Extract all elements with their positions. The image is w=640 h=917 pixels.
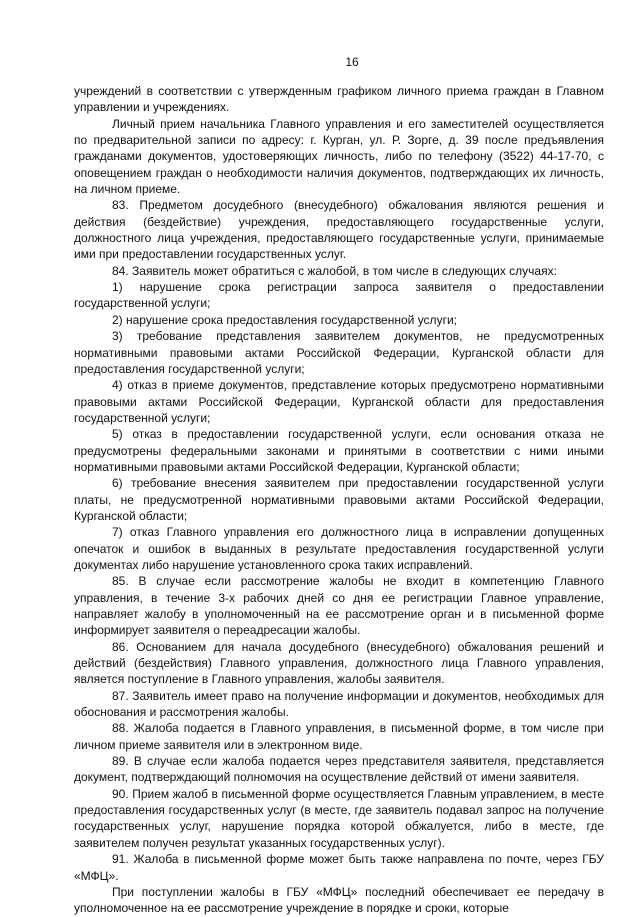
paragraph-86: 86. Основанием для начала досудебного (внесудебного) обжалования решений и действий (бездействия) Главного управления, должностного лица Главного управления, является поступление в Главного управления, жалобы заявителя.	[74, 639, 604, 687]
paragraph-89: 89. В случае если жалоба подается через представителя заявителя, представляется документ, подтверждающий полномочия на осуществление действий от имени заявителя.	[74, 754, 604, 785]
list-item-7: 7) отказ Главного управления его должностного лица в исправлении допущенных опечаток и ошибок в выданных в результате предоставления государственной услуги документах либо нарушение установленного срока таких исправлений.	[74, 525, 604, 572]
paragraph-84: 84. Заявитель может обратиться с жалобой, в том числе в следующих случаях:	[112, 263, 557, 278]
list-item-4: 4) отказ в приеме документов, представление которых предусмотрено нормативными правовыми актами Российской Федерации, Курганской области для предоставления государственной услуги;	[74, 378, 604, 425]
document-body	[74, 83, 604, 917]
paragraph-88: 88. Жалоба подается в Главного управления, в письменной форме, в том числе при личном приеме заявителя или в электронном виде.	[74, 721, 604, 752]
paragraph-85: 85. В случае если рассмотрение жалобы не входит в компетенцию Главного управления, в течение 3-х рабочих дней со дня ее регистрации Главное управление, направляет жалобу в уполномоченный на ее рассмотрение орган и в письменной форме информирует заявителя о переадресации жалобы.	[74, 574, 604, 638]
paragraph-continuation: учреждений в соответствии с утвержденным графиком личного приема граждан в Главном управлении и учреждениях.	[74, 84, 604, 115]
list-item-2: 2) нарушение срока предоставления государственной услуги;	[112, 312, 457, 327]
paragraph-90: 90. Прием жалоб в письменной форме осуществляется Главным управлением, в месте предоставления государственных услуг (в месте, где заявитель подавал запрос на получение государственных услуг, нарушение порядка которой обжалуется, либо в месте, где заявителем получен результат указанных государственных услуг).	[74, 786, 604, 850]
list-item-6: 6) требование внесения заявителем при предоставлении государственной услуги платы, не предусмотренной нормативными правовыми актами Российской Федерации, Курганской области;	[74, 476, 604, 523]
list-item-5: 5) отказ в предоставлении государственной услуги, если основания отказа не предусмотрены федеральными законами и принятыми в соответствии с ними иными нормативными правовыми актами Российской Федерации, Курганской области;	[74, 427, 604, 474]
page-number: 16	[345, 55, 359, 69]
paragraph-mfc-transfer: При поступлении жалобы в ГБУ «МФЦ» последний обеспечивает ее передачу в уполномоченное на ее рассмотрение учреждение в порядке и сроки, которые	[74, 884, 604, 916]
list-item-3: 3) требование представления заявителем документов, не предусмотренных нормативными правовыми актами Российской Федерации, Курганской области для предоставления государственной услуги;	[74, 329, 604, 376]
list-item-1: 1) нарушение срока регистрации запроса заявителя о предоставлении государственной услуги;	[74, 280, 604, 311]
paragraph-91: 91. Жалоба в письменной форме может быть также направлена по почте, через ГБУ «МФЦ».	[74, 852, 604, 883]
paragraph-83: 83. Предметом досудебного (внесудебного) обжалования являются решения и действия (бездействие) учреждения, предоставляющего государственные услуги, должностного лица учреждения, предоставляющего государственные услуги, принимаемые ими при предоставлении государственных услуг.	[74, 198, 604, 262]
paragraph-personal-reception: Личный прием начальника Главного управления и его заместителей осуществляется по предварительной записи по адресу: г. Курган, ул. Р. Зорге, д. 39 после предъявления гражданами документов, удостоверяющих личность, либо по телефону (3522) 44-17-70, с оповещением граждан о необходимости наличия документов, подтверждающих их личность, на личном приеме.	[74, 116, 604, 197]
paragraph-87: 87. Заявитель имеет право на получение информации и документов, необходимых для обоснования и рассмотрения жалобы.	[74, 688, 604, 720]
